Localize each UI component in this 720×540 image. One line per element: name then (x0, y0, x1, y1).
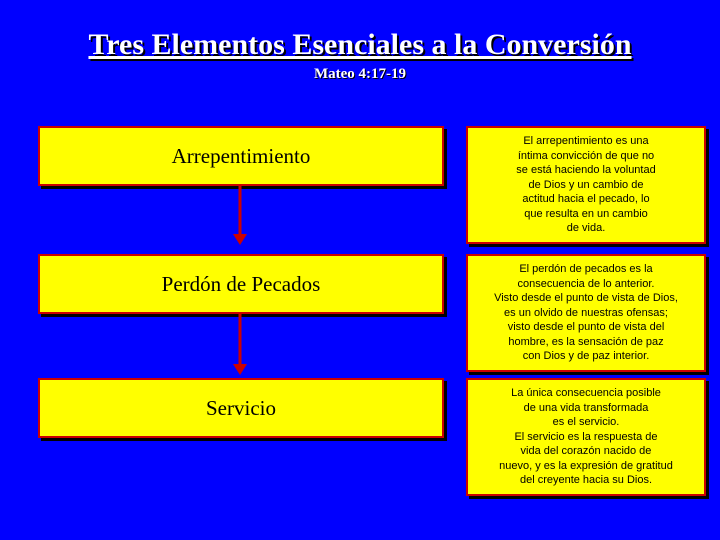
description-text: La única consecuencia posible de una vida transformada es el servicio. El servicio es la respuesta de vida del corazón nacido de nuevo, y es la expresión de gratitud del creyente hacia su Dios. (499, 387, 673, 487)
stage-box-servicio (38, 378, 444, 438)
scripture-reference: Mateo 4:17-19 (313, 66, 407, 82)
down-arrow-1 (229, 186, 251, 246)
stage-box-arrepentimiento (38, 126, 444, 186)
description-text: El arrepentimiento es una íntima convicción de que no se está haciendo la voluntad de Dios y un cambio de actitud hacia el pecado, lo que resulta en un cambio de vida. (516, 135, 656, 235)
description-box-arrepentimiento (466, 126, 706, 244)
stage-label: Servicio (206, 395, 276, 420)
description-text: El perdón de pecados es la consecuencia de lo anterior. Visto desde el punto de vista de Dios, es un olvido de nuestras ofensas; visto desde el punto de vista del hombre, es la sensación de paz con Dios y de paz interior. (494, 263, 678, 363)
description-box-servicio (466, 378, 706, 496)
description-box-perdon-de-pecados (466, 254, 706, 372)
slide-title: Tres Elementos Esenciales a la Conversión (88, 28, 632, 61)
stage-label: Arrepentimiento (171, 143, 311, 168)
stage-box-perdon-de-pecados (38, 254, 444, 314)
stage-label: Perdón de Pecados (161, 271, 321, 296)
down-arrow-2 (229, 314, 251, 376)
